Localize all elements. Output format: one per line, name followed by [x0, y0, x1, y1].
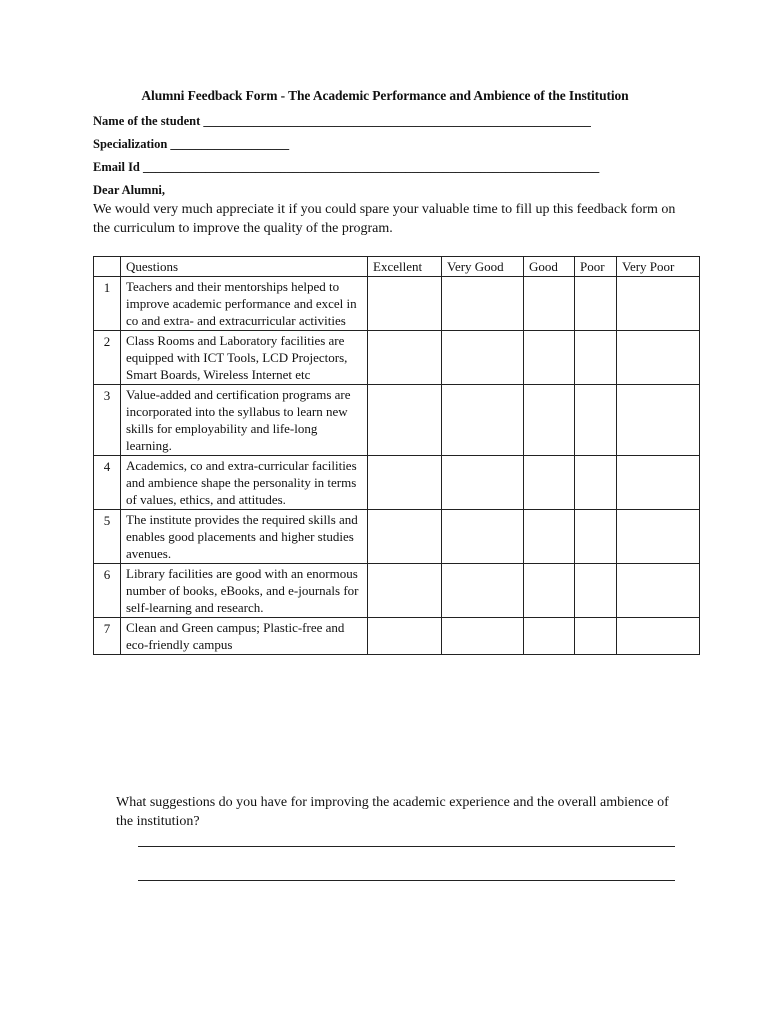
rating-cell-excellent[interactable]	[368, 564, 442, 618]
intro-paragraph: We would very much appreciate it if you could spare your valuable time to fill up this feedback form on the curriculum to improve the quality of the program.	[93, 202, 676, 236]
rating-cell-good[interactable]	[524, 618, 575, 655]
table-row	[94, 456, 700, 510]
row-number: 5	[94, 510, 121, 564]
row-question: Library facilities are good with an enormous number of books, eBooks, and e-journals for self-learning and research.	[121, 564, 368, 618]
rating-cell-poor[interactable]	[575, 331, 617, 385]
rating-cell-poor[interactable]	[575, 277, 617, 331]
rating-cell-good[interactable]	[524, 385, 575, 456]
rating-cell-good[interactable]	[524, 277, 575, 331]
rating-cell-poor[interactable]	[575, 618, 617, 655]
header-number	[94, 257, 121, 277]
suggestion-question: What suggestions do you have for improving the academic experience and the overall ambience of the institution?	[116, 795, 669, 829]
header-questions: Questions	[121, 257, 368, 277]
rating-cell-poor[interactable]	[575, 385, 617, 456]
row-number: 3	[94, 385, 121, 456]
rating-cell-very-poor[interactable]	[617, 331, 700, 385]
rating-cell-poor[interactable]	[575, 564, 617, 618]
row-question: Teachers and their mentorships helped to improve academic performance and excel in co and extra- and extracurricular activities	[121, 277, 368, 331]
row-number: 4	[94, 456, 121, 510]
rating-cell-very-poor[interactable]	[617, 456, 700, 510]
rating-cell-poor[interactable]	[575, 456, 617, 510]
row-number: 6	[94, 564, 121, 618]
rating-cell-poor[interactable]	[575, 510, 617, 564]
rating-cell-excellent[interactable]	[368, 385, 442, 456]
student-name-field[interactable]: Name of the student ______________________________________________________________	[93, 114, 591, 128]
table-row	[94, 618, 700, 655]
rating-cell-very-poor[interactable]	[617, 618, 700, 655]
rating-cell-excellent[interactable]	[368, 277, 442, 331]
header-very-poor: Very Poor	[617, 257, 700, 277]
row-question: Class Rooms and Laboratory facilities are equipped with ICT Tools, LCD Projectors, Smart Boards, Wireless Internet etc	[121, 331, 368, 385]
rating-cell-very-good[interactable]	[442, 331, 524, 385]
table-header-row	[94, 257, 700, 277]
table-row	[94, 510, 700, 564]
row-number: 7	[94, 618, 121, 655]
rating-cell-good[interactable]	[524, 331, 575, 385]
rating-cell-very-poor[interactable]	[617, 277, 700, 331]
answer-line-2[interactable]	[138, 880, 675, 881]
row-question: Value-added and certification programs are incorporated into the syllabus to learn new skills for employability and life-long learning.	[121, 385, 368, 456]
rating-cell-very-good[interactable]	[442, 510, 524, 564]
row-number: 2	[94, 331, 121, 385]
rating-cell-excellent[interactable]	[368, 510, 442, 564]
answer-line-1[interactable]	[138, 846, 675, 847]
email-field[interactable]: Email Id _________________________________________________________________________	[93, 160, 600, 174]
header-very-good: Very Good	[442, 257, 524, 277]
rating-cell-good[interactable]	[524, 564, 575, 618]
rating-cell-very-good[interactable]	[442, 456, 524, 510]
rating-cell-very-poor[interactable]	[617, 564, 700, 618]
salutation: Dear Alumni,	[93, 183, 165, 197]
row-question: The institute provides the required skills and enables good placements and higher studies avenues.	[121, 510, 368, 564]
row-question: Clean and Green campus; Plastic-free and eco-friendly campus	[121, 618, 368, 655]
rating-cell-excellent[interactable]	[368, 456, 442, 510]
form-title: Alumni Feedback Form - The Academic Performance and Ambience of the Institution	[141, 88, 629, 103]
row-question: Academics, co and extra-curricular facilities and ambience shape the personality in terms of values, ethics, and attitudes.	[121, 456, 368, 510]
rating-cell-very-good[interactable]	[442, 277, 524, 331]
header-poor: Poor	[575, 257, 617, 277]
rating-cell-very-poor[interactable]	[617, 510, 700, 564]
header-good: Good	[524, 257, 575, 277]
table-row	[94, 564, 700, 618]
rating-cell-very-poor[interactable]	[617, 385, 700, 456]
table-row	[94, 331, 700, 385]
rating-cell-excellent[interactable]	[368, 618, 442, 655]
rating-cell-good[interactable]	[524, 510, 575, 564]
specialization-field[interactable]: Specialization ___________________	[93, 137, 290, 151]
rating-cell-very-good[interactable]	[442, 618, 524, 655]
rating-cell-excellent[interactable]	[368, 331, 442, 385]
rating-cell-very-good[interactable]	[442, 385, 524, 456]
rating-cell-very-good[interactable]	[442, 564, 524, 618]
row-number: 1	[94, 277, 121, 331]
header-excellent: Excellent	[368, 257, 442, 277]
feedback-table	[93, 256, 700, 655]
table-row	[94, 277, 700, 331]
table-row	[94, 385, 700, 456]
rating-cell-good[interactable]	[524, 456, 575, 510]
